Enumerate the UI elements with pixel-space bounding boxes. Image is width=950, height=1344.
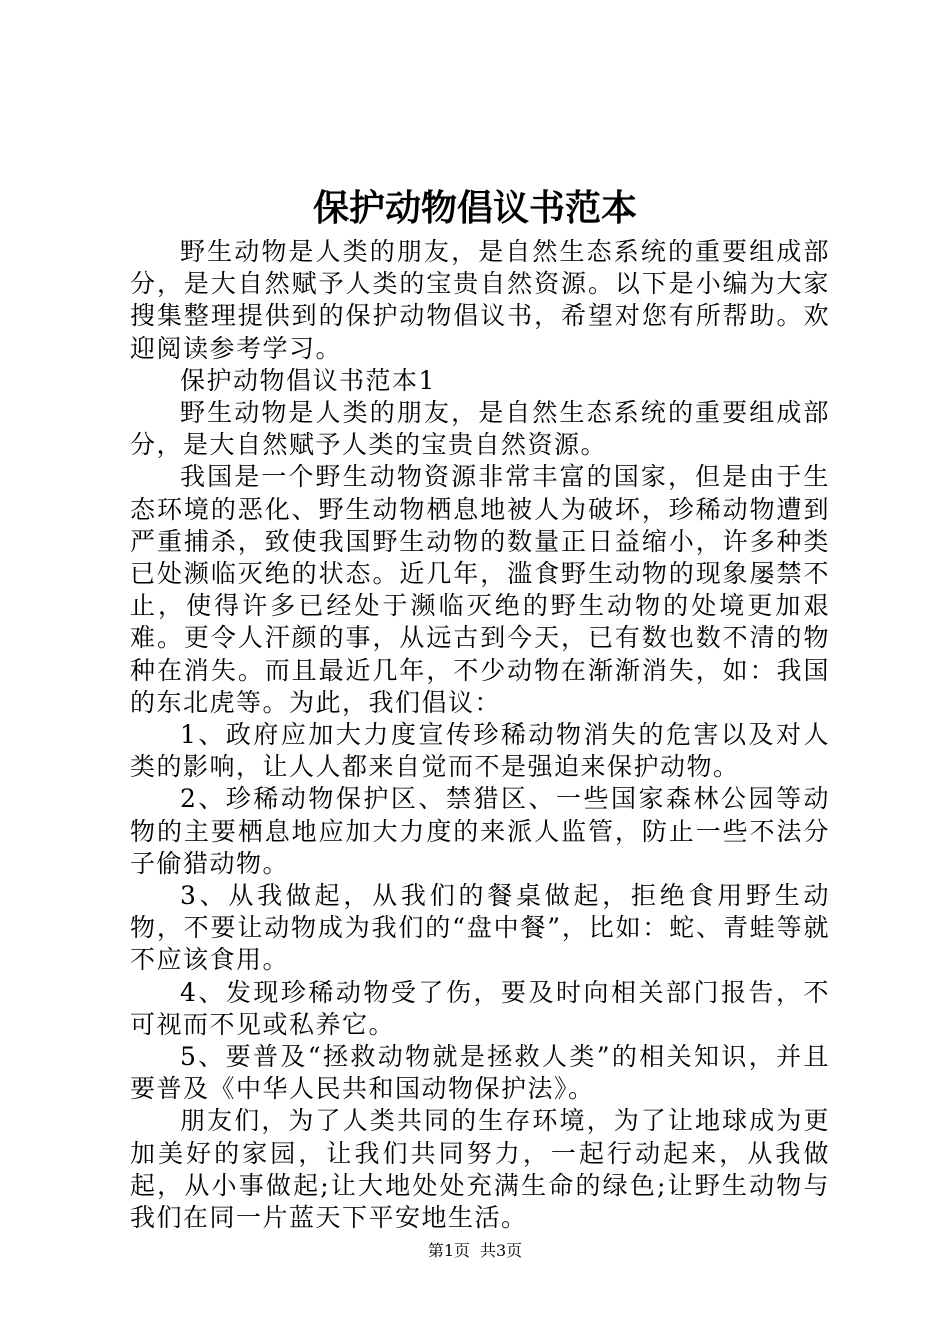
page-total: 共3页 [480,1241,523,1260]
document-title: 保护动物倡议书范本 [312,187,637,229]
paragraph-item-2: 2、珍稀动物保护区、禁猎区、一些国家森林公园等动物的主要栖息地应加大力度的来派人监管，防止一些不法分子偷猎动物。 [130,784,830,878]
paragraph-item-4: 4、发现珍稀动物受了伤，要及时向相关部门报告，不可视而不见或私养它。 [130,977,830,1039]
paragraph: 我国是一个野生动物资源非常丰富的国家，但是由于生态环境的恶化、野生动物栖息地被人为破坏，珍稀动物遭到严重捕杀，致使我国野生动物的数量正日益缩小，许多种类已处濒临灭绝的状态。近几年，滥食野生动物的现象屡禁不止，使得许多已经处于濒临灭绝的野生动物的处境更加艰难。更令人汗颜的事，从远古到今天，已有数也数不清的物种在消失。而且最近几年，不少动物在渐渐消失，如：我国的东北虎等。为此，我们倡议： [130,462,830,717]
paragraph-subtitle: 保护动物倡议书范本1 [180,365,436,395]
page-number: 第1页 [427,1241,470,1260]
paragraph-intro: 野生动物是人类的朋友，是自然生态系统的重要组成部分，是大自然赋予人类的宝贵自然资源。以下是小编为大家搜集整理提供到的保护动物倡议书，希望对您有所帮助。欢迎阅读参考学习。 [130,237,830,363]
paragraph: 野生动物是人类的朋友，是自然生态系统的重要组成部分，是大自然赋予人类的宝贵自然资源。 [130,398,830,460]
paragraph-closing: 朋友们，为了人类共同的生存环境，为了让地球成为更加美好的家园，让我们共同努力，一起行动起来，从我做起，从小事做起;让大地处处充满生命的绿色;让野生动物与我们在同一片蓝天下平安地生活。 [130,1106,830,1233]
page-footer [0,1240,950,1262]
document-body [130,236,830,1234]
paragraph-item-5: 5、要普及“拯救动物就是拯救人类”的相关知识，并且要普及《中华人民共和国动物保护法》。 [130,1042,830,1104]
paragraph-item-3: 3、从我做起，从我们的餐桌做起，拒绝食用野生动物，不要让动物成为我们的“盘中餐”，比如：蛇、青蛙等就不应该食用。 [130,881,830,975]
paragraph-item-1: 1、政府应加大力度宣传珍稀动物消失的危害以及对人类的影响，让人人都来自觉而不是强迫来保护动物。 [130,720,830,782]
